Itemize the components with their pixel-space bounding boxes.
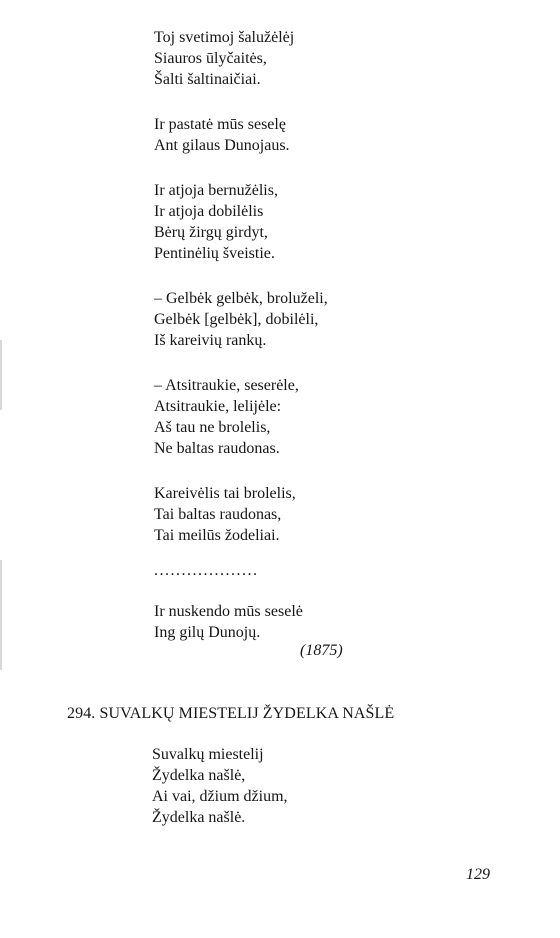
poem-line: Atsitraukie, lelijėle: — [154, 398, 282, 415]
stanza-3 — [154, 180, 454, 264]
stanza-final — [154, 601, 454, 643]
poem-line: Ing gilų Dunojų. — [154, 624, 261, 641]
stanza-5 — [154, 375, 454, 459]
poem-line: Pentinėlių šveistie. — [154, 245, 275, 262]
poem-line: Iš kareivių rankų. — [154, 332, 267, 349]
poem-heading: 294. SUVALKŲ MIESTELIJ ŽYDELKA NAŠLĖ — [67, 705, 395, 722]
page-number: 129 — [466, 866, 490, 883]
omission-dots: ................... — [154, 562, 259, 579]
poem-line: Ne baltas raudonas. — [154, 440, 280, 457]
poem-line: Tai baltas raudonas, — [154, 506, 282, 523]
poem-line: Ir atjoja dobilėlis — [154, 203, 264, 220]
poem-line: Toj svetimoj šalužėlėj — [154, 29, 295, 46]
poem-line: – Atsitraukie, seserėle, — [154, 377, 299, 394]
stanza-6 — [154, 483, 454, 546]
poem-line: Siauros ūlyčaitės, — [154, 50, 267, 67]
poem-line: Ant gilaus Dunojaus. — [154, 137, 290, 154]
poem-line: Aš tau ne brolelis, — [154, 419, 271, 436]
page-edge-shadow — [0, 560, 2, 670]
stanza-1 — [154, 27, 454, 90]
poem-line: Tai meilūs žodeliai. — [154, 527, 280, 544]
poem-date: (1875) — [300, 642, 343, 659]
stanza-2 — [154, 114, 454, 156]
poem-body — [154, 27, 454, 667]
poem-line: Ir pastatė mūs seselę — [154, 116, 286, 133]
page-edge-shadow — [0, 340, 2, 410]
poem-line: Šalti šaltinaičiai. — [154, 71, 261, 88]
poem-line: Suvalkų miestelij — [152, 746, 264, 763]
next-poem-body — [152, 744, 288, 828]
poem-line: Žydelka našlė, — [152, 767, 246, 784]
poem-line: – Gelbėk gelbėk, broluželi, — [154, 290, 328, 307]
poem-line: Ir nuskendo mūs seselė — [154, 603, 303, 620]
poem-line: Žydelka našlė. — [152, 809, 246, 826]
poem-line: Bėrų žirgų girdyt, — [154, 224, 268, 241]
poem-line: Kareivėlis tai brolelis, — [154, 485, 296, 502]
stanza-4 — [154, 288, 454, 351]
poem-line: Ir atjoja bernužėlis, — [154, 182, 278, 199]
poem-line: Ai vai, džium džium, — [152, 788, 288, 805]
poem-line: Gelbėk [gelbėk], dobilėli, — [154, 311, 319, 328]
